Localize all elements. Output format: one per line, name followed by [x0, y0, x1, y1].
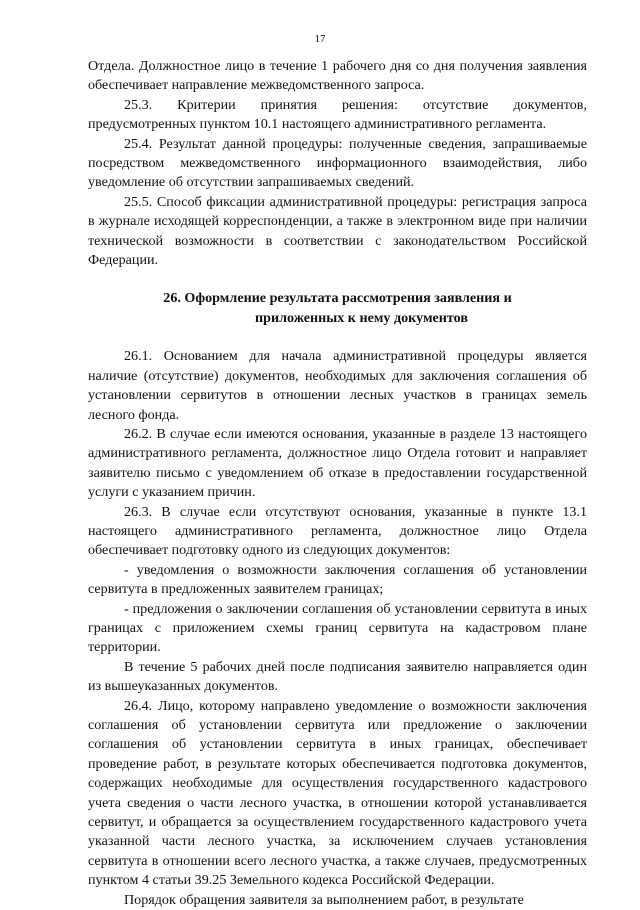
paragraph-26-3: 26.3. В случае если отсутствуют основания, указанные в пункте 13.1 настоящего административного регламента, должностное лицо Отдела обеспечивает подготовку одного из следующих документов: — [88, 503, 587, 559]
list-item-proposal: - предложения о заключении соглашения об установлении сервитута в иных границах с приложением схемы границ сервитута на кадастровом плане территории. — [88, 600, 587, 656]
list-item-notification: - уведомления о возможности заключения соглашения об установлении сервитута в предложенных заявителем границах; — [88, 561, 587, 598]
page-number: 17 — [314, 33, 326, 45]
paragraph: Порядок обращения заявителя за выполнением работ, в результате — [124, 891, 524, 908]
paragraph-25-5: 25.5. Способ фиксации административной процедуры: регистрация запроса в журнале исходящей корреспонденции, а также в электронном виде при наличии технической возможности в соответствии с законодательством Российской Федерации. — [88, 193, 587, 269]
paragraph-25-4: 25.4. Результат данной процедуры: полученные сведения, запрашиваемые посредством межведомственного информационного взаимодействия, либо уведомление об отсутствии запрашиваемых сведений. — [88, 135, 587, 191]
paragraph-26-1: 26.1. Основанием для начала административной процедуры является наличие (отсутствие) документов, необходимых для заключения соглашения об установлении сервитутов в отношении лесных участков в границах земель лесного фонда. — [88, 348, 587, 423]
section-25-continuation — [88, 57, 587, 270]
section-heading-line-2: приложенных к нему документов — [255, 309, 468, 326]
section-26-heading — [88, 289, 587, 328]
paragraph: Отдела. Должностное лицо в течение 1 рабочего дня со дня получения заявления обеспечивает направление межведомственного запроса. — [88, 58, 587, 94]
section-26-body — [88, 347, 587, 910]
paragraph-26-4: 26.4. Лицо, которому направлено уведомление о возможности заключения соглашения об установлении сервитута или предложение о заключении соглашения об установлении сервитута в иных границах, обеспечивает проведение работ, в результате которых обеспечивается подготовка документов, содержащих необходимые для осуществления государственного кадастрового учета сведения о части лесного участка, в отношении которой устанавливается сервитут, и обращается за осуществлением государственного кадастрового учета указанной части лесного участка, за исключением случаев установления сервитута в отношении всего лесного участка, а также случаев, предусмотренных пунктом 4 статьи 39.25 Земельного кодекса Российской Федерации. — [88, 697, 587, 889]
section-heading-line-1: 26. Оформление результата рассмотрения заявления и — [163, 290, 512, 307]
paragraph: В течение 5 рабочих дней после подписания заявителю направляется один из вышеуказанных документов. — [88, 658, 587, 695]
page-content — [88, 57, 587, 910]
paragraph-25-3: 25.3. Критерии принятия решения: отсутствие документов, предусмотренных пунктом 10.1 настоящего административного регламента. — [88, 96, 587, 133]
paragraph-26-2: 26.2. В случае если имеются основания, указанные в разделе 13 настоящего административного регламента, должностное лицо Отдела готовит и направляет заявителю письмо с уведомлением об отказе в предоставлении государственной услуги с указанием причин. — [88, 425, 587, 501]
